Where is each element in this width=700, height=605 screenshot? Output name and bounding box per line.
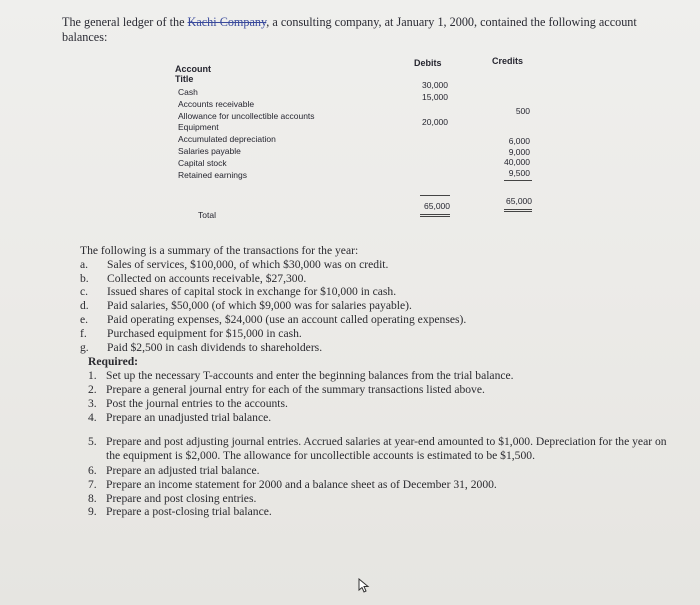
debits-total-rule bbox=[420, 195, 450, 196]
required-item: 8. Prepare and post closing entries. bbox=[88, 491, 257, 505]
total-credits: 65,000 bbox=[506, 196, 532, 206]
credit-value: 9,500 bbox=[508, 167, 530, 178]
transaction-item: a. Sales of services, $100,000, of which $30,000 was on credit. bbox=[80, 257, 389, 271]
intro-text-end: , a consulting company, at January 1, 2000, contained the following account balances: bbox=[62, 15, 637, 44]
required-item: 2. Prepare a general journal entry for each of the summary transactions listed above. bbox=[88, 382, 485, 396]
account-name: Allowance for uncollectible accounts bbox=[178, 110, 315, 121]
transaction-item: g. Paid $2,500 in cash dividends to shareholders. bbox=[80, 340, 323, 354]
credits-total-rule bbox=[504, 180, 532, 181]
required-item: 7. Prepare an income statement for 2000 and a balance sheet as of December 31, 2000. bbox=[88, 477, 497, 491]
debit-value: 20,000 bbox=[422, 117, 448, 128]
transaction-item: f. Purchased equipment for $15,000 in cash. bbox=[80, 326, 302, 340]
credit-value: 9,000 bbox=[508, 146, 530, 157]
credits-double-rule bbox=[504, 209, 532, 212]
transaction-item: b. Collected on accounts receivable, $27,300. bbox=[80, 271, 307, 285]
debit-value: 30,000 bbox=[422, 80, 448, 90]
transaction-item: c. Issued shares of capital stock in exchange for $10,000 in cash. bbox=[80, 285, 397, 299]
required-item: 5. Prepare and post adjusting journal entries. Accrued salaries at year-end amounted to $1,000. Depreciation for the year on the equipment is $2,000. The allowance for uncollectible accounts is estimated to be $1,500. bbox=[88, 435, 667, 463]
debit-value: 15,000 bbox=[422, 91, 448, 102]
required-item: 6. Prepare an adjusted trial balance. bbox=[88, 463, 260, 477]
transaction-item: e. Paid operating expenses, $24,000 (use an account called operating expenses). bbox=[80, 312, 467, 326]
credit-value: 500 bbox=[515, 106, 530, 116]
total-label: Total bbox=[198, 210, 216, 220]
transactions-heading: The following is a summary of the transactions for the year: bbox=[80, 244, 359, 257]
debits-column bbox=[404, 80, 448, 129]
account-name: Salaries payable bbox=[178, 145, 241, 156]
account-name: Cash bbox=[178, 87, 198, 97]
account-title-header: Account Title bbox=[175, 64, 211, 84]
transactions-section bbox=[80, 244, 680, 519]
credits-header: Credits bbox=[492, 56, 524, 66]
account-name: Equipment bbox=[178, 122, 219, 133]
intro-text-start: The general ledger of the bbox=[62, 15, 188, 29]
required-item: 3. Post the journal entries to the accounts. bbox=[88, 396, 288, 410]
required-item: 9. Prepare a post-closing trial balance. bbox=[88, 505, 272, 519]
required-item: 4. Prepare an unadjusted trial balance. bbox=[88, 410, 272, 424]
account-name: Accounts receivable bbox=[178, 98, 255, 109]
account-name: Retained earnings bbox=[178, 169, 247, 180]
transaction-item: d. Paid salaries, $50,000 (of which $9,000 was for salaries payable). bbox=[80, 299, 412, 313]
mouse-cursor-icon bbox=[356, 578, 370, 594]
account-name: Capital stock bbox=[178, 157, 227, 168]
intro-paragraph bbox=[62, 15, 662, 45]
required-heading: Required: bbox=[88, 355, 139, 369]
company-name: Kachi Company bbox=[187, 15, 267, 29]
debits-header: Debits bbox=[414, 58, 442, 68]
debits-double-rule bbox=[420, 214, 450, 217]
credit-value: 40,000 bbox=[504, 157, 530, 168]
required-item: 1. Set up the necessary T-accounts and enter the beginning balances from the trial balance. bbox=[88, 369, 514, 383]
account-list bbox=[178, 87, 315, 181]
account-name: Accumulated depreciation bbox=[178, 134, 276, 145]
debit-value bbox=[404, 104, 448, 116]
credit-value: 6,000 bbox=[508, 136, 530, 146]
credits-column-lower bbox=[490, 136, 530, 178]
credits-column bbox=[490, 106, 530, 118]
total-debits: 65,000 bbox=[424, 201, 450, 211]
